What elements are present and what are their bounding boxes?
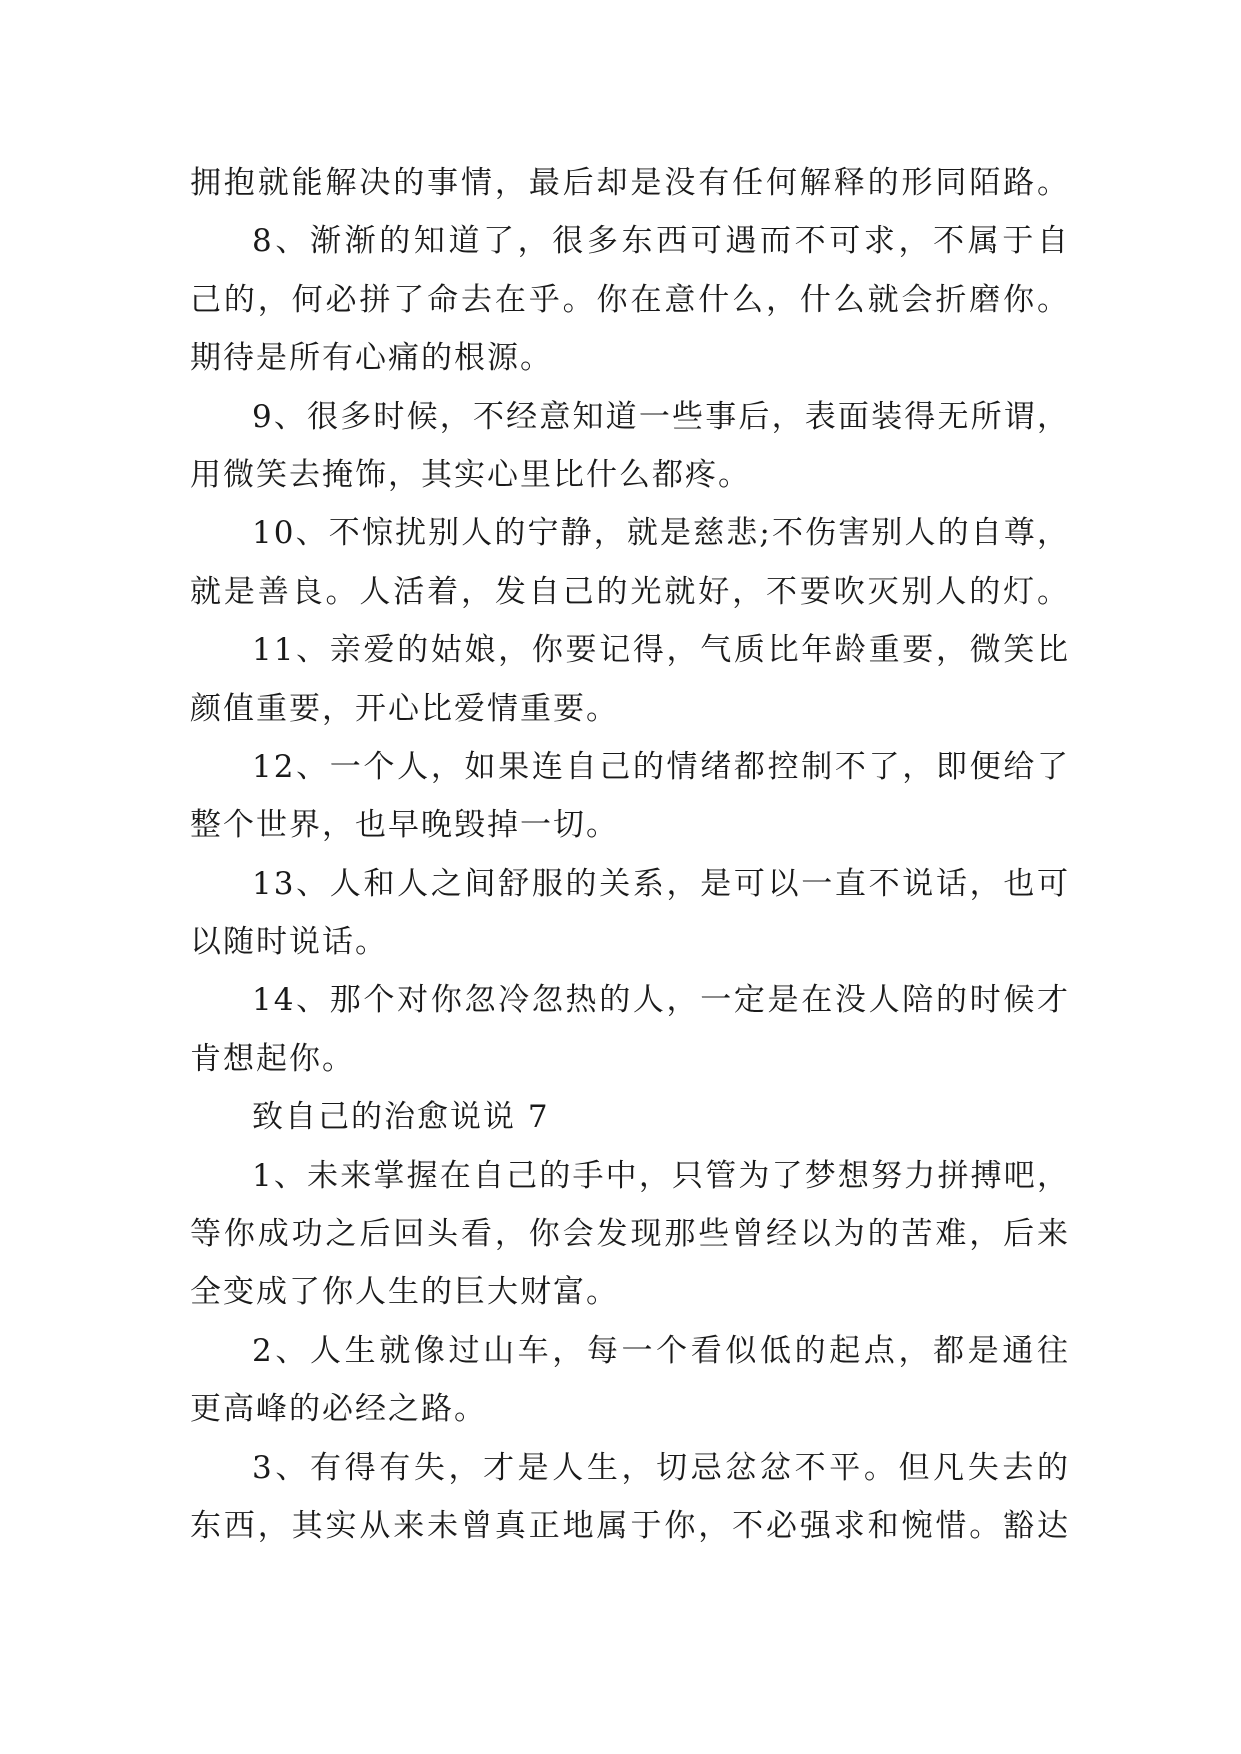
text-line: 期待是所有心痛的根源。: [190, 340, 553, 377]
text-line: 致自己的治愈说说 7: [252, 1099, 550, 1136]
text-line: 14、那个对你忽冷忽热的人，一定是在没人陪的时候才: [252, 982, 1070, 1019]
text-line: 整个世界，也早晚毁掉一切。: [190, 807, 619, 844]
text-line: 己的，何必拼了命去在乎。你在意什么，什么就会折磨你。: [190, 281, 1070, 318]
text-line: 1、未来掌握在自己的手中，只管为了梦想努力拼搏吧，: [252, 1157, 1070, 1194]
text-line: 东西，其实从来未曾真正地属于你，不必强求和惋惜。豁达: [190, 1507, 1070, 1544]
text-line: 2、人生就像过山车，每一个看似低的起点，都是通往: [252, 1332, 1070, 1369]
text-line: 9、很多时候，不经意知道一些事后，表面装得无所谓，: [252, 398, 1070, 435]
text-line: 8、渐渐的知道了，很多东西可遇而不可求，不属于自: [252, 223, 1070, 260]
text-line: 用微笑去掩饰，其实心里比什么都疼。: [190, 456, 751, 493]
text-line: 12、一个人，如果连自己的情绪都控制不了，即便给了: [252, 748, 1070, 785]
body-text: [190, 154, 1070, 1555]
text-line: 全变成了你人生的巨大财富。: [190, 1274, 619, 1311]
text-line: 等你成功之后回头看，你会发现那些曾经以为的苦难，后来: [190, 1216, 1070, 1253]
text-line: 肯想起你。: [190, 1040, 355, 1077]
text-line: 更高峰的必经之路。: [190, 1391, 487, 1428]
text-line: 11、亲爱的姑娘，你要记得，气质比年龄重要，微笑比: [252, 632, 1070, 669]
text-line: 就是善良。人活着，发自己的光就好，不要吹灭别人的灯。: [190, 573, 1070, 610]
text-line: 以随时说话。: [190, 924, 388, 961]
text-line: 颜值重要，开心比爱情重要。: [190, 690, 619, 727]
text-line: 拥抱就能解决的事情，最后却是没有任何解释的形同陌路。: [190, 165, 1070, 201]
text-line: 10、不惊扰别人的宁静，就是慈悲;不伤害别人的自尊，: [252, 515, 1070, 552]
text-line: 3、有得有失，才是人生，切忌忿忿不平。但凡失去的: [252, 1449, 1070, 1486]
text-line: 13、人和人之间舒服的关系，是可以一直不说话，也可: [252, 865, 1070, 902]
